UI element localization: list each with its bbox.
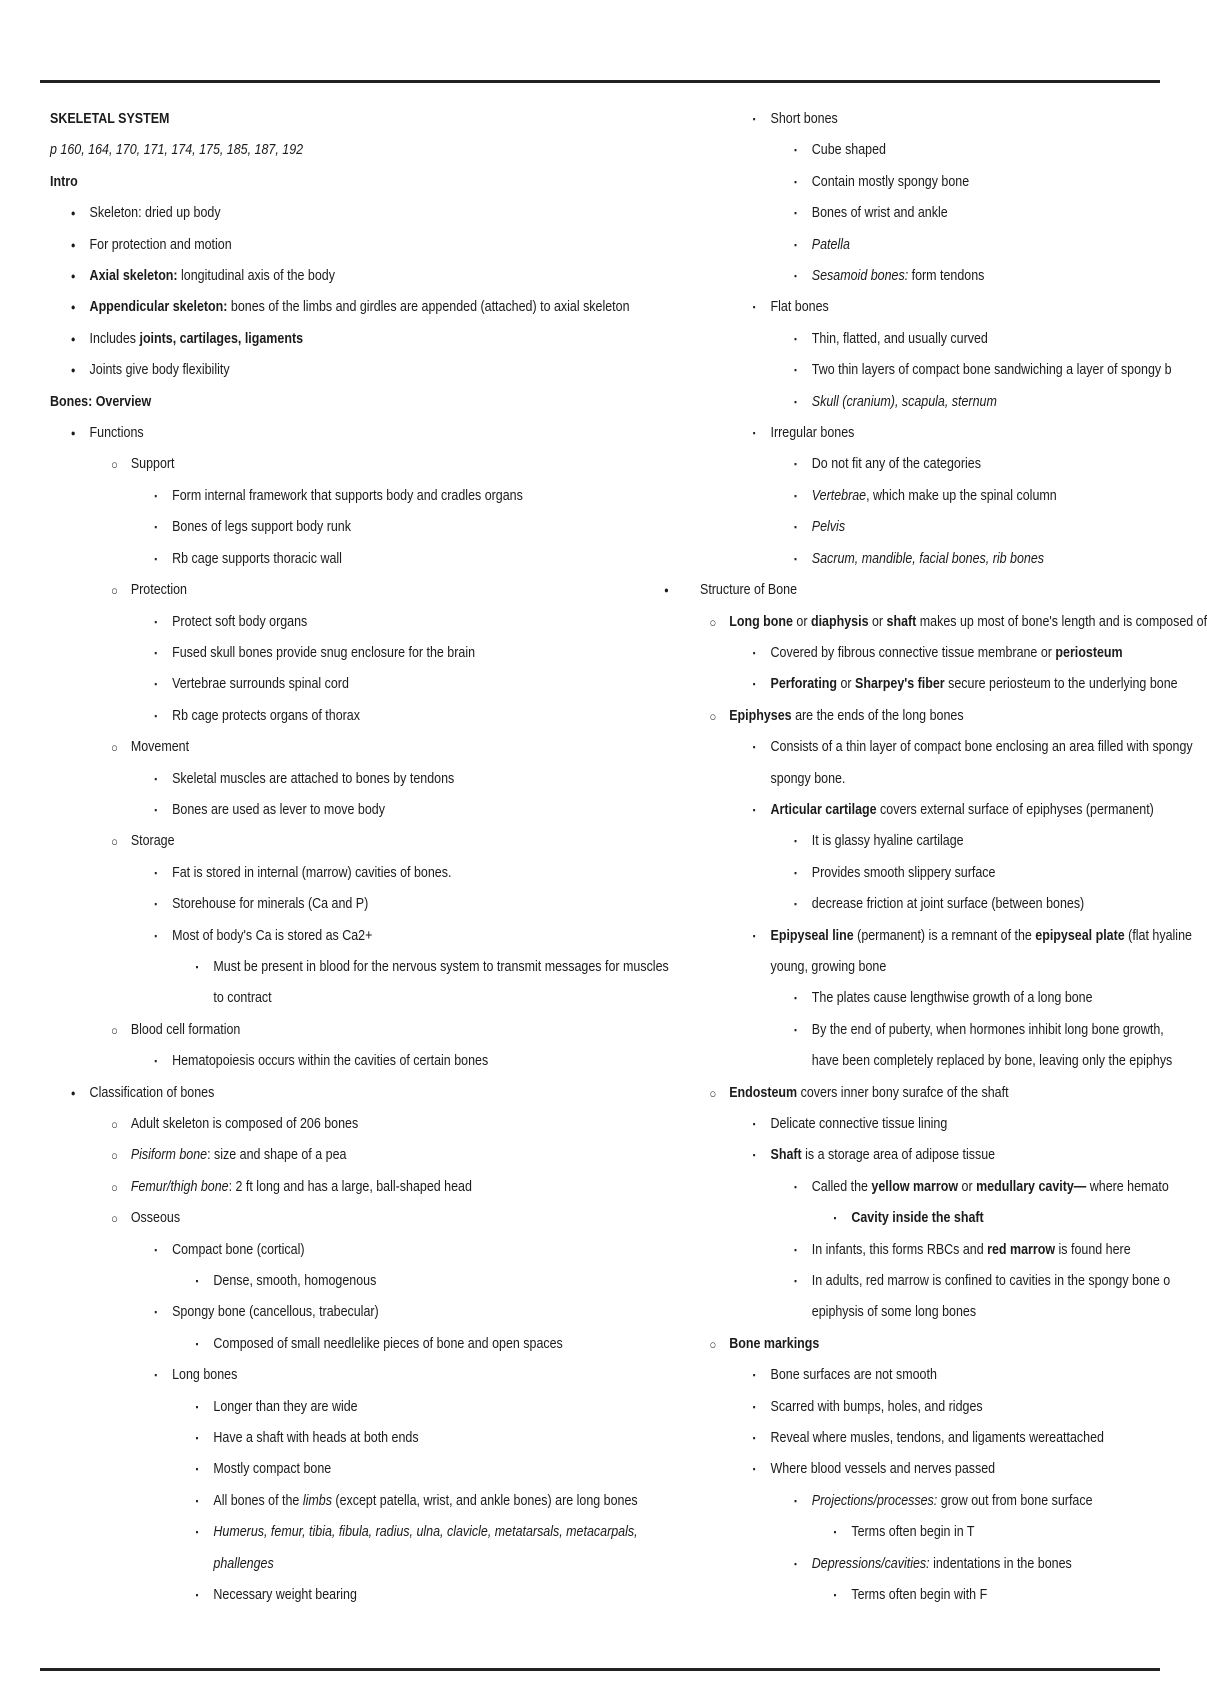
outline-text: Projections/processes: grow out from bone surface [811, 1492, 1093, 1509]
bullet-icon: ▪ [752, 1370, 756, 1381]
outline-item [50, 1140, 600, 1171]
outline-text: Appendicular skeleton: bones of the limbs and girdles are appended (attached) to axial skeleton [89, 299, 630, 316]
outline-text: Sesamoid bones: form tendons [811, 268, 985, 285]
outline-text: Includes joints, cartilages, ligaments [89, 330, 304, 347]
outline-text: Most of body's Ca is stored as Ca2+ [172, 927, 373, 944]
outline-text: Vertebrae, which make up the spinal column [811, 487, 1057, 504]
bullet-icon: ▪ [833, 1527, 837, 1538]
bottom-rule [40, 1668, 1160, 1671]
outline-text: Depressions/cavities: indentations in the bones [811, 1555, 1072, 1572]
outline-text: Humerus, femur, tibia, fibula, radius, ulna, clavicle, metatarsals, metacarpals, [213, 1524, 638, 1541]
outline-text: to contract [213, 990, 272, 1007]
outline-item [700, 1015, 1164, 1046]
outline-text: Composed of small needlelike pieces of bone and open spaces [213, 1335, 563, 1352]
bullet-icon: ● [70, 208, 76, 219]
outline-text: Adult skeleton is composed of 206 bones [130, 1116, 359, 1132]
outline-item [700, 1172, 1169, 1203]
bullet-icon: ▪ [752, 1433, 756, 1444]
outline-item [50, 1235, 600, 1266]
bullet-icon: ▪ [794, 993, 797, 1004]
bullet-icon: ○ [709, 708, 717, 724]
outline-item [700, 1454, 1130, 1485]
outline-item [50, 261, 600, 292]
outline-text: Rb cage protects organs of thorax [172, 707, 360, 724]
outline-text: Skeletal muscles are attached to bones by tendons [172, 770, 455, 787]
outline-item [50, 795, 600, 826]
bullet-icon: ▪ [195, 1401, 199, 1412]
bullet-icon: ● [70, 428, 76, 439]
bullet-icon: ▪ [752, 302, 756, 313]
outline-item [700, 292, 1130, 323]
outline-item [700, 607, 1207, 638]
bullet-icon: ▪ [195, 1590, 199, 1601]
outline-item-continuation [50, 1549, 600, 1580]
outline-item [50, 1078, 600, 1109]
bullet-icon: ▪ [195, 961, 199, 972]
bullet-icon: ▪ [154, 679, 158, 690]
outline-text: Bones are used as lever to move body [172, 801, 385, 818]
bullet-icon: ▪ [794, 459, 797, 470]
outline-item [50, 1486, 638, 1517]
outline-item [50, 669, 600, 700]
outline-text: Support [130, 456, 175, 473]
outline-item [50, 826, 600, 857]
outline-item [50, 1015, 600, 1046]
bullet-icon: ▪ [154, 1244, 158, 1255]
bullet-icon: ▪ [154, 867, 158, 878]
outline-item [50, 1046, 600, 1077]
page-references: p 160, 164, 170, 171, 174, 175, 185, 187, 192 [50, 142, 304, 159]
bullet-icon: ▪ [195, 1464, 199, 1475]
bullet-icon: ▪ [154, 1307, 158, 1318]
outline-item [50, 638, 600, 669]
bullet-icon: ▪ [794, 867, 797, 878]
bullet-icon: ▪ [794, 333, 797, 344]
outline-text: Epipyseal line (permanent) is a remnant of the epipyseal plate (flat hyaline [770, 927, 1192, 944]
outline-text: Patella [811, 236, 850, 253]
outline-text: young, growing bone [770, 958, 887, 975]
outline-item [700, 198, 1130, 229]
outline-item [700, 512, 1130, 543]
bullet-icon: ○ [709, 614, 717, 630]
bullet-icon: ▪ [794, 239, 797, 250]
bullet-icon: ▪ [154, 930, 158, 941]
bullet-icon: ▪ [752, 647, 756, 658]
outline-text: Pisiform bone: size and shape of a pea [130, 1147, 347, 1164]
bullet-icon: ▪ [752, 804, 756, 815]
outline-text: In adults, red marrow is confined to cavities in the spongy bone o [811, 1273, 1171, 1290]
outline-item [664, 575, 1130, 606]
outline-text: Flat bones [770, 299, 829, 316]
outline-text: Necessary weight bearing [213, 1587, 357, 1604]
outline-item [700, 1360, 1130, 1391]
outline-text: Form internal framework that supports body and cradles organs [172, 487, 523, 504]
outline-item [50, 607, 600, 638]
outline-item [50, 355, 600, 386]
outline-text: Irregular bones [770, 425, 855, 442]
outline-text: Fat is stored in internal (marrow) cavities of bones. [172, 864, 452, 881]
outline-text: Spongy bone (cancellous, trabecular) [172, 1304, 379, 1321]
outline-text: Skull (cranium), scapula, sternum [811, 393, 997, 410]
outline-item [50, 1454, 600, 1485]
bullet-icon: ● [70, 271, 76, 282]
bullet-icon: ▪ [154, 647, 158, 658]
outline-item [700, 167, 1130, 198]
bullet-icon: ● [70, 239, 76, 250]
outline-text: Joints give body flexibility [89, 362, 230, 379]
outline-text: Storage [130, 833, 175, 850]
outline-item [700, 1203, 1130, 1234]
bullet-icon: ▪ [794, 553, 797, 564]
outline-item [50, 418, 600, 449]
outline-text: Intro [50, 173, 78, 190]
outline-text: Storehouse for minerals (Ca and P) [172, 896, 369, 913]
bullet-icon: ▪ [794, 176, 797, 187]
outline-text: Endosteum covers inner bony surafce of the shaft [729, 1084, 1009, 1101]
bullet-icon: ○ [111, 583, 118, 599]
outline-item [700, 1580, 1130, 1611]
bullet-icon: ▪ [752, 428, 756, 439]
outline-text: decrease friction at joint surface (between bones) [811, 896, 1085, 913]
outline-text: Fused skull bones provide snug enclosure for the brain [172, 644, 476, 661]
outline-text: Bones of wrist and ankle [811, 205, 948, 222]
outline-text: epiphysis of some long bones [811, 1304, 977, 1321]
outline-item [50, 449, 600, 480]
outline-text: Bones of legs support body runk [172, 519, 351, 536]
section-heading [50, 387, 600, 418]
bullet-icon: ○ [709, 1336, 717, 1352]
outline-item [700, 1549, 1130, 1580]
outline-item [700, 701, 1130, 732]
outline-item [50, 1203, 600, 1234]
outline-text: Long bones [172, 1367, 238, 1384]
bullet-icon: ● [70, 302, 76, 313]
outline-text: For protection and motion [89, 236, 232, 253]
bullet-icon: ○ [111, 1022, 118, 1038]
outline-item [50, 198, 600, 229]
outline-text: Cube shaped [811, 142, 886, 159]
outline-item [700, 1109, 1130, 1140]
outline-text: Short bones [770, 111, 838, 127]
outline-text: Longer than they are wide [213, 1398, 358, 1415]
outline-item [700, 795, 1154, 826]
outline-text: Femur/thigh bone: 2 ft long and has a large, ball-shaped head [130, 1178, 472, 1195]
bullet-icon: ○ [111, 1148, 118, 1164]
outline-item [50, 1109, 600, 1140]
outline-item-continuation [700, 952, 1130, 983]
outline-item [700, 921, 1192, 952]
top-rule [40, 80, 1160, 83]
bullet-icon: ▪ [752, 679, 756, 690]
outline-item-continuation [50, 983, 600, 1014]
bullet-icon: ○ [111, 1179, 118, 1195]
outline-text: Movement [130, 739, 190, 756]
outline-item [50, 292, 630, 323]
outline-text: Bone surfaces are not smooth [770, 1367, 937, 1384]
outline-text: Perforating or Sharpey's fiber secure periosteum to the underlying bone [770, 676, 1178, 693]
outline-text: All bones of the limbs (except patella, wrist, and ankle bones) are long bones [213, 1492, 638, 1509]
outline-item [700, 1266, 1171, 1297]
outline-item [700, 1423, 1130, 1454]
bullet-icon: ▪ [195, 1276, 199, 1287]
outline-item [50, 1297, 600, 1328]
bullet-icon: ▪ [794, 365, 797, 376]
outline-text: Hematopoiesis occurs within the cavities of certain bones [172, 1053, 489, 1070]
outline-item [700, 104, 1130, 135]
bullet-icon: ▪ [794, 1276, 797, 1287]
outline-item [700, 387, 1130, 418]
outline-item [700, 1486, 1130, 1517]
outline-item [50, 1266, 600, 1297]
outline-text: Scarred with bumps, holes, and ridges [770, 1398, 983, 1415]
outline-text: Where blood vessels and nerves passed [770, 1461, 996, 1478]
outline-item [700, 638, 1130, 669]
outline-text: Covered by fibrous connective tissue membrane or periosteum [770, 644, 1123, 661]
bullet-icon: ▪ [752, 1401, 756, 1412]
bullet-icon: ▪ [833, 1213, 837, 1224]
outline-text: Classification of bones [89, 1084, 215, 1101]
bullet-icon: ▪ [794, 836, 797, 847]
outline-item-continuation [700, 1046, 1173, 1077]
outline-item [50, 1580, 600, 1611]
outline-text: Pelvis [811, 519, 846, 536]
outline-item [700, 324, 1130, 355]
outline-item [50, 858, 600, 889]
outline-text: Do not fit any of the categories [811, 456, 981, 473]
outline-item [50, 1329, 600, 1360]
outline-text: have been completely replaced by bone, leaving only the epiphys [811, 1053, 1173, 1070]
bullet-icon: ○ [111, 1117, 118, 1132]
bullet-icon: ▪ [154, 616, 158, 627]
outline-text: Axial skeleton: longitudinal axis of the body [89, 268, 335, 285]
bullet-icon: ▪ [195, 1527, 199, 1538]
bullet-icon: ▪ [794, 208, 797, 219]
bullet-icon: ▪ [794, 490, 797, 501]
outline-text: Dense, smooth, homogenous [213, 1273, 377, 1290]
outline-text: Called the yellow marrow or medullary cavity— where hemato [811, 1178, 1169, 1195]
bullet-icon: ● [70, 1087, 76, 1098]
bullet-icon: ▪ [154, 804, 158, 815]
outline-item [700, 261, 1130, 292]
outline-text: Long bone or diaphysis or shaft makes up most of bone's length and is composed of [729, 613, 1207, 630]
bullet-icon: ▪ [752, 114, 756, 124]
outline-item [50, 230, 600, 261]
outline-text: Terms often begin with F [851, 1587, 988, 1604]
outline-item [700, 1078, 1130, 1109]
outline-text: Bone markings [729, 1335, 820, 1352]
outline-item [50, 544, 600, 575]
outline-item [700, 826, 1130, 857]
outline-text: Terms often begin in T [851, 1524, 975, 1541]
bullet-icon: ● [664, 585, 669, 596]
outline-item [700, 544, 1130, 575]
outline-text: Structure of Bone [700, 582, 798, 599]
bullet-icon: ○ [111, 1211, 118, 1227]
outline-text: Shaft is a storage area of adipose tissue [770, 1147, 996, 1164]
outline-item [700, 230, 1130, 261]
bullet-icon: ▪ [752, 930, 756, 941]
outline-item [700, 418, 1130, 449]
bullet-icon: ▪ [794, 1024, 797, 1035]
outline-item [700, 983, 1130, 1014]
left-outline [50, 167, 690, 1612]
outline-item [700, 669, 1178, 700]
bullet-icon: ▪ [154, 899, 158, 910]
outline-text: Blood cell formation [130, 1021, 241, 1038]
outline-item [50, 952, 669, 983]
section-heading [50, 167, 600, 198]
outline-item [700, 1140, 1130, 1171]
bullet-icon: ▪ [794, 145, 797, 156]
bullet-icon: ▪ [752, 1150, 756, 1161]
bullet-icon: ▪ [195, 1338, 199, 1349]
outline-text: Thin, flatted, and usually curved [811, 330, 988, 347]
bullet-icon: ● [70, 365, 76, 376]
outline-item [50, 512, 600, 543]
outline-text: Epiphyses are the ends of the long bones [729, 707, 964, 724]
outline-item [700, 355, 1172, 386]
bullet-icon: ▪ [794, 1244, 797, 1255]
bullet-icon: ▪ [794, 522, 797, 533]
outline-text: Protect soft body organs [172, 613, 308, 630]
bullet-icon: ○ [111, 740, 118, 756]
outline-item [50, 481, 600, 512]
outline-item [700, 1392, 1130, 1423]
outline-item-continuation [700, 1297, 1130, 1328]
right-outline [664, 104, 1207, 1612]
outline-text: Sacrum, mandible, facial bones, rib bones [811, 550, 1045, 567]
bullet-icon: ▪ [154, 773, 158, 784]
bullet-icon: ▪ [195, 1495, 199, 1506]
bullet-icon: ▪ [752, 742, 756, 753]
outline-item [700, 1329, 1130, 1360]
outline-text: Reveal where musles, tendons, and ligaments wereattached [770, 1430, 1104, 1447]
bullet-icon: ▪ [154, 490, 158, 501]
outline-item [50, 1360, 600, 1391]
bullet-icon: ▪ [794, 899, 797, 910]
outline-item [50, 324, 600, 355]
outline-text: Functions [89, 425, 144, 442]
outline-item [700, 732, 1193, 763]
outline-item [700, 449, 1130, 480]
bullet-icon: ▪ [794, 396, 797, 407]
outline-item [50, 1423, 600, 1454]
outline-text: spongy bone. [770, 770, 846, 787]
outline-item [50, 1172, 600, 1203]
outline-text: Must be present in blood for the nervous system to transmit messages for muscles [213, 958, 669, 975]
outline-item [50, 1392, 600, 1423]
right-column [664, 104, 1207, 1612]
bullet-icon: ▪ [752, 1119, 756, 1129]
outline-item [50, 732, 600, 763]
outline-text: Have a shaft with heads at both ends [213, 1430, 419, 1447]
outline-item [700, 858, 1130, 889]
outline-text: Protection [130, 582, 187, 599]
outline-item [700, 481, 1130, 512]
bullet-icon: ▪ [794, 1495, 797, 1506]
bullet-icon: ○ [111, 834, 118, 850]
outline-item [50, 701, 600, 732]
outline-text: By the end of puberty, when hormones inhibit long bone growth, [811, 1021, 1164, 1038]
outline-item [50, 1517, 638, 1548]
bullet-icon: ○ [111, 457, 118, 473]
bullet-icon: ▪ [154, 522, 158, 533]
outline-text: Compact bone (cortical) [172, 1241, 305, 1258]
outline-item-continuation [700, 764, 1130, 795]
outline-text: Vertebrae surrounds spinal cord [172, 676, 349, 693]
bullet-icon: ▪ [794, 1558, 797, 1569]
bullet-icon: ▪ [794, 271, 797, 282]
bullet-icon: ▪ [833, 1590, 837, 1601]
outline-text: Contain mostly spongy bone [811, 173, 970, 190]
outline-text: Articular cartilage covers external surface of epiphyses (permanent) [770, 801, 1154, 818]
bullet-icon: ▪ [154, 1370, 158, 1381]
outline-text: Rb cage supports thoracic wall [172, 550, 342, 567]
bullet-icon: ▪ [154, 553, 158, 564]
bullet-icon: ▪ [794, 1181, 797, 1192]
outline-text: Provides smooth slippery surface [811, 864, 996, 881]
outline-item [50, 764, 600, 795]
outline-text: Two thin layers of compact bone sandwiching a layer of spongy b [811, 362, 1172, 379]
outline-item [700, 889, 1130, 920]
doc-title: SKELETAL SYSTEM [50, 111, 170, 127]
bullet-icon: ▪ [154, 1056, 158, 1067]
outline-item [700, 135, 1130, 166]
outline-text: Consists of a thin layer of compact bone enclosing an area filled with spongy [770, 739, 1193, 756]
outline-text: It is glassy hyaline cartilage [811, 833, 964, 850]
bullet-icon: ▪ [154, 710, 158, 721]
outline-text: phallenges [213, 1555, 274, 1572]
left-column [50, 104, 690, 1612]
outline-item [50, 575, 600, 606]
outline-text: Cavity inside the shaft [851, 1210, 984, 1227]
bullet-icon: ▪ [195, 1433, 199, 1444]
outline-text: In infants, this forms RBCs and red marrow is found here [811, 1241, 1131, 1258]
outline-text: Delicate connective tissue lining [770, 1116, 948, 1132]
outline-item [50, 889, 600, 920]
outline-item [700, 1517, 1130, 1548]
outline-text: Mostly compact bone [213, 1461, 332, 1478]
bullet-icon: ● [70, 333, 76, 344]
outline-item [700, 1235, 1130, 1266]
outline-text: Bones: Overview [50, 393, 152, 410]
bullet-icon: ▪ [752, 1464, 756, 1475]
outline-text: Osseous [130, 1210, 181, 1227]
outline-text: Skeleton: dried up body [89, 205, 221, 222]
outline-text: The plates cause lengthwise growth of a long bone [811, 990, 1093, 1007]
bullet-icon: ○ [709, 1085, 717, 1101]
outline-item [50, 921, 600, 952]
